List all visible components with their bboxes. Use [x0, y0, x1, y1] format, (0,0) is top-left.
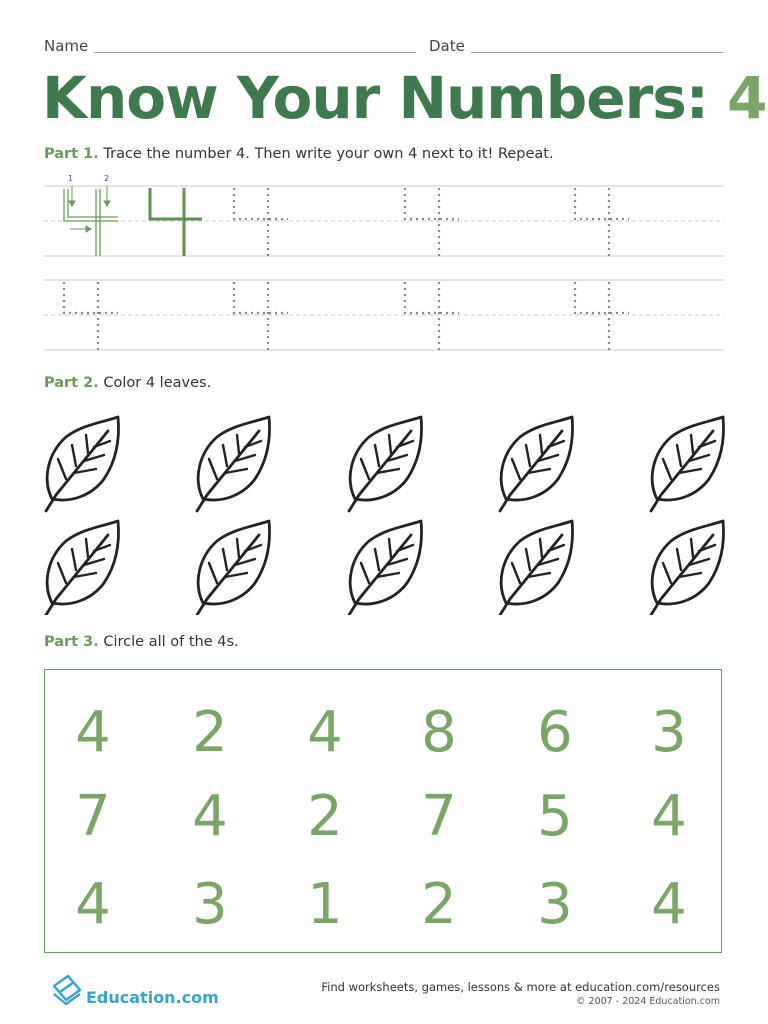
part2-instruction: Color 4 leaves. [103, 375, 212, 391]
grid-number[interactable]: 4 [651, 872, 687, 937]
page-title [42, 58, 766, 138]
dotted-fours-row2 [64, 282, 629, 350]
leaf[interactable] [46, 521, 118, 615]
number-grid[interactable] [44, 669, 722, 953]
grid-number[interactable]: 3 [537, 872, 573, 937]
grid-number[interactable]: 3 [651, 700, 687, 765]
leaf[interactable] [46, 417, 118, 511]
leaf[interactable] [197, 417, 269, 511]
grid-number[interactable]: 2 [192, 700, 228, 765]
education-logo-text[interactable]: Education.com [86, 988, 219, 1007]
leaf[interactable] [349, 521, 421, 615]
education-logo-icon [50, 972, 84, 1006]
leaf[interactable] [651, 521, 723, 615]
grid-number[interactable]: 4 [75, 872, 111, 937]
grid-number[interactable]: 2 [421, 872, 457, 937]
grid-number[interactable]: 4 [192, 784, 228, 849]
stroke-arrows [69, 186, 110, 232]
part3-instruction: Circle all of the 4s. [103, 634, 239, 650]
name-label: Name [44, 37, 89, 55]
grid-number[interactable]: 4 [651, 784, 687, 849]
name-field[interactable] [94, 52, 416, 53]
grid-number[interactable]: 7 [421, 784, 457, 849]
grid-number[interactable]: 4 [75, 700, 111, 765]
grid-number[interactable]: 6 [537, 700, 573, 765]
part1-label: Part 1. [44, 146, 99, 162]
grid-number[interactable]: 2 [307, 784, 343, 849]
part1-instruction: Trace the number 4. Then write your own 4 next to it! Repeat. [103, 146, 554, 162]
part3-label: Part 3. [44, 634, 99, 650]
title-text: Know Your Numbers: [42, 64, 708, 132]
leaf[interactable] [197, 521, 269, 615]
dotted-fours-row1 [234, 188, 629, 256]
grid-number[interactable]: 7 [75, 784, 111, 849]
part2-heading [44, 375, 211, 391]
tracing-area[interactable] [0, 165, 768, 360]
footer-copyright: © 2007 - 2024 Education.com [576, 996, 720, 1007]
part3-heading [44, 634, 239, 650]
date-field[interactable] [471, 52, 723, 53]
title-number: 4 [727, 64, 767, 132]
stroke-order-1: 1 [68, 174, 74, 183]
grid-number[interactable]: 3 [192, 872, 228, 937]
leaf[interactable] [500, 417, 572, 511]
grid-number[interactable]: 5 [537, 784, 573, 849]
grid-number[interactable]: 1 [307, 872, 343, 937]
grid-number[interactable]: 4 [307, 700, 343, 765]
leaf[interactable] [651, 417, 723, 511]
date-label: Date [429, 37, 465, 55]
part1-heading [44, 146, 554, 162]
stroke-order-2: 2 [104, 174, 110, 183]
leaves-area [0, 405, 768, 615]
model-four-solid [150, 188, 202, 256]
leaf[interactable] [500, 521, 572, 615]
part2-label: Part 2. [44, 375, 99, 391]
grid-number[interactable]: 8 [421, 700, 457, 765]
footer-tagline[interactable]: Find worksheets, games, lessons & more at education.com/resources [321, 980, 720, 994]
leaf[interactable] [349, 417, 421, 511]
